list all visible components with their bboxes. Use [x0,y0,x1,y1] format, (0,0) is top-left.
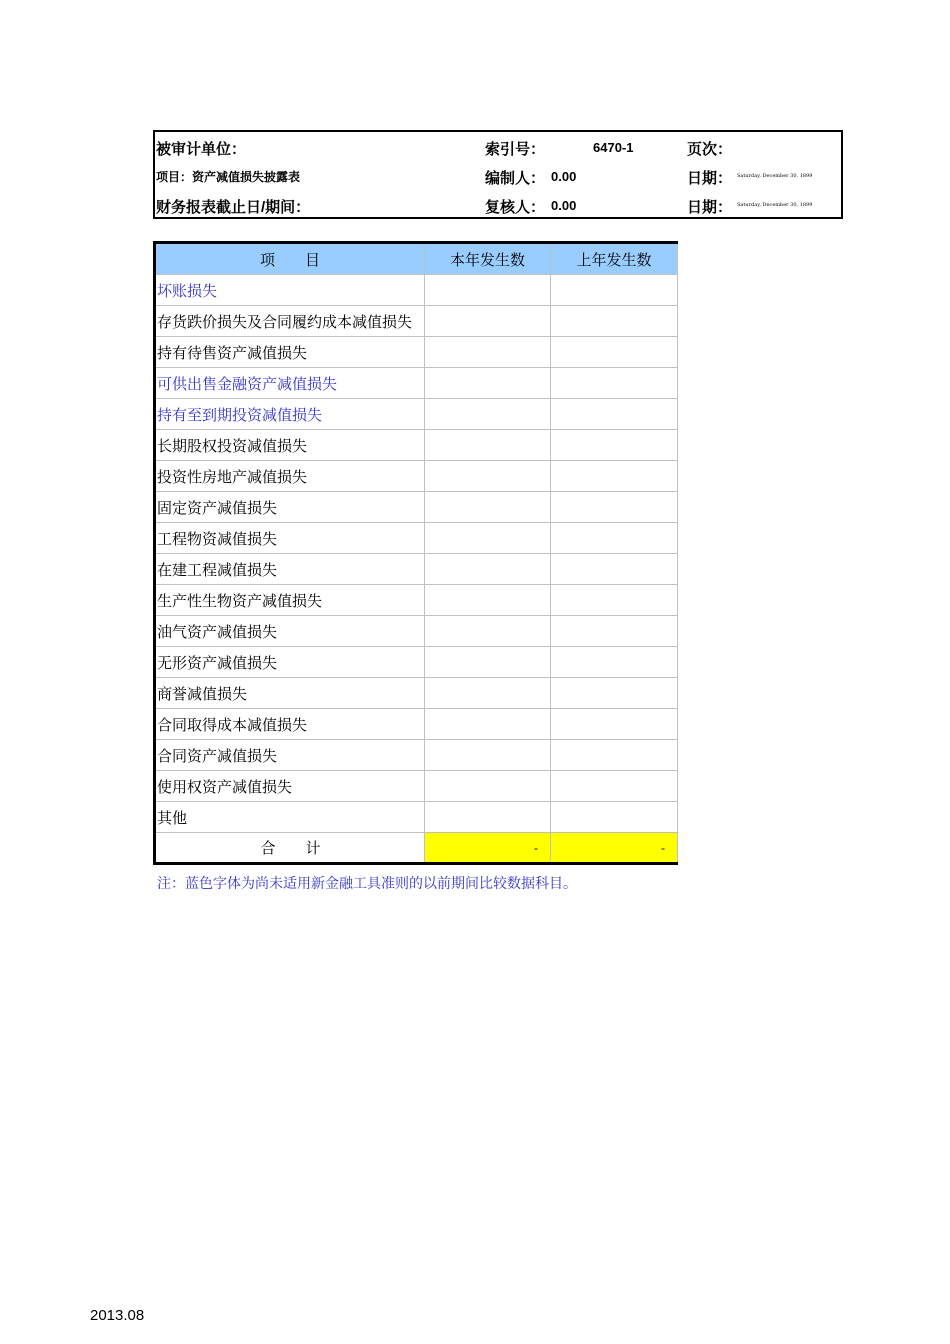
row-prior-year-cell[interactable] [551,554,678,585]
table-row [155,585,678,616]
table-row [155,647,678,678]
row-prior-year-cell[interactable] [551,802,678,833]
header-box [153,130,843,219]
row-item-label: 商誉减值损失 [155,678,425,709]
table-row [155,399,678,430]
row-current-year-cell[interactable] [425,709,551,740]
row-current-year-cell[interactable] [425,492,551,523]
row-prior-year-cell[interactable] [551,399,678,430]
row-item-label: 其他 [155,802,425,833]
footnote: 注：蓝色字体为尚未适用新金融工具准则的以前期间比较数据科目。 [157,876,577,892]
table-row [155,554,678,585]
row-item-label: 生产性生物资产减值损失 [155,585,425,616]
row-item-label: 坏账损失 [155,275,425,306]
impairment-table [153,241,678,865]
row-item-label: 使用权资产减值损失 [155,771,425,802]
row-prior-year-cell[interactable] [551,740,678,771]
col-header-item: 项 目 [155,243,425,275]
row-prior-year-cell[interactable] [551,306,678,337]
total-prior-year[interactable]: - [551,833,678,864]
row-prior-year-cell[interactable] [551,430,678,461]
row-current-year-cell[interactable] [425,554,551,585]
row-current-year-cell[interactable] [425,802,551,833]
reviewer-value: 0.00 [551,198,577,213]
total-row [155,833,678,864]
row-item-label: 持有至到期投资减值损失 [155,399,425,430]
row-current-year-cell[interactable] [425,678,551,709]
row-current-year-cell[interactable] [425,337,551,368]
row-prior-year-cell[interactable] [551,337,678,368]
row-item-label: 可供出售金融资产减值损失 [155,368,425,399]
preparer-value: 0.00 [551,169,577,184]
table-row [155,740,678,771]
row-prior-year-cell[interactable] [551,492,678,523]
row-item-label: 工程物资减值损失 [155,523,425,554]
row-prior-year-cell[interactable] [551,461,678,492]
col-header-prior-year: 上年发生数 [551,243,678,275]
table-row [155,616,678,647]
table-row [155,523,678,554]
row-item-label: 在建工程减值损失 [155,554,425,585]
row-prior-year-cell[interactable] [551,275,678,306]
index-value: 6470-1 [593,140,634,155]
table-row [155,337,678,368]
row-current-year-cell[interactable] [425,523,551,554]
row-item-label: 存货跌价损失及合同履约成本减值损失 [155,306,425,337]
row-item-label: 合同资产减值损失 [155,740,425,771]
date-value-2: Saturday, December 30, 1899 [737,202,813,208]
row-item-label: 油气资产减值损失 [155,616,425,647]
page-label: 页次： [687,141,733,158]
row-current-year-cell[interactable] [425,740,551,771]
row-current-year-cell[interactable] [425,771,551,802]
row-item-label: 持有待售资产减值损失 [155,337,425,368]
row-current-year-cell[interactable] [425,647,551,678]
table-row [155,368,678,399]
row-prior-year-cell[interactable] [551,585,678,616]
reviewer-label: 复核人： [485,199,546,216]
row-prior-year-cell[interactable] [551,678,678,709]
row-prior-year-cell[interactable] [551,523,678,554]
row-prior-year-cell[interactable] [551,616,678,647]
index-label: 索引号： [485,141,546,158]
table-row [155,461,678,492]
row-item-label: 投资性房地产减值损失 [155,461,425,492]
row-item-label: 无形资产减值损失 [155,647,425,678]
row-item-label: 合同取得成本减值损失 [155,709,425,740]
total-current-year[interactable]: - [425,833,551,864]
table-row [155,275,678,306]
row-current-year-cell[interactable] [425,430,551,461]
row-prior-year-cell[interactable] [551,771,678,802]
row-current-year-cell[interactable] [425,368,551,399]
date-label-2: 日期： [687,199,733,216]
row-item-label: 固定资产减值损失 [155,492,425,523]
row-current-year-cell[interactable] [425,616,551,647]
row-current-year-cell[interactable] [425,399,551,430]
period-label: 财务报表截止日/期间： [156,199,311,216]
col-header-current-year: 本年发生数 [425,243,551,275]
table-row [155,492,678,523]
row-prior-year-cell[interactable] [551,368,678,399]
table-row [155,802,678,833]
project-label: 项目：资产减值损失披露表 [156,170,301,184]
row-current-year-cell[interactable] [425,585,551,616]
entity-label: 被审计单位： [156,141,247,158]
table-row [155,678,678,709]
row-current-year-cell[interactable] [425,306,551,337]
row-current-year-cell[interactable] [425,461,551,492]
table-row [155,709,678,740]
table-row [155,430,678,461]
row-prior-year-cell[interactable] [551,647,678,678]
date-label-1: 日期： [687,170,733,187]
preparer-label: 编制人： [485,170,546,187]
row-prior-year-cell[interactable] [551,709,678,740]
row-item-label: 长期股权投资减值损失 [155,430,425,461]
date-value-1: Saturday, December 30, 1899 [737,173,813,179]
table-row [155,306,678,337]
footer-version: 2013.08 [90,1307,145,1324]
table-header-row [155,243,678,275]
row-current-year-cell[interactable] [425,275,551,306]
total-label: 合 计 [155,833,425,864]
table-row [155,771,678,802]
